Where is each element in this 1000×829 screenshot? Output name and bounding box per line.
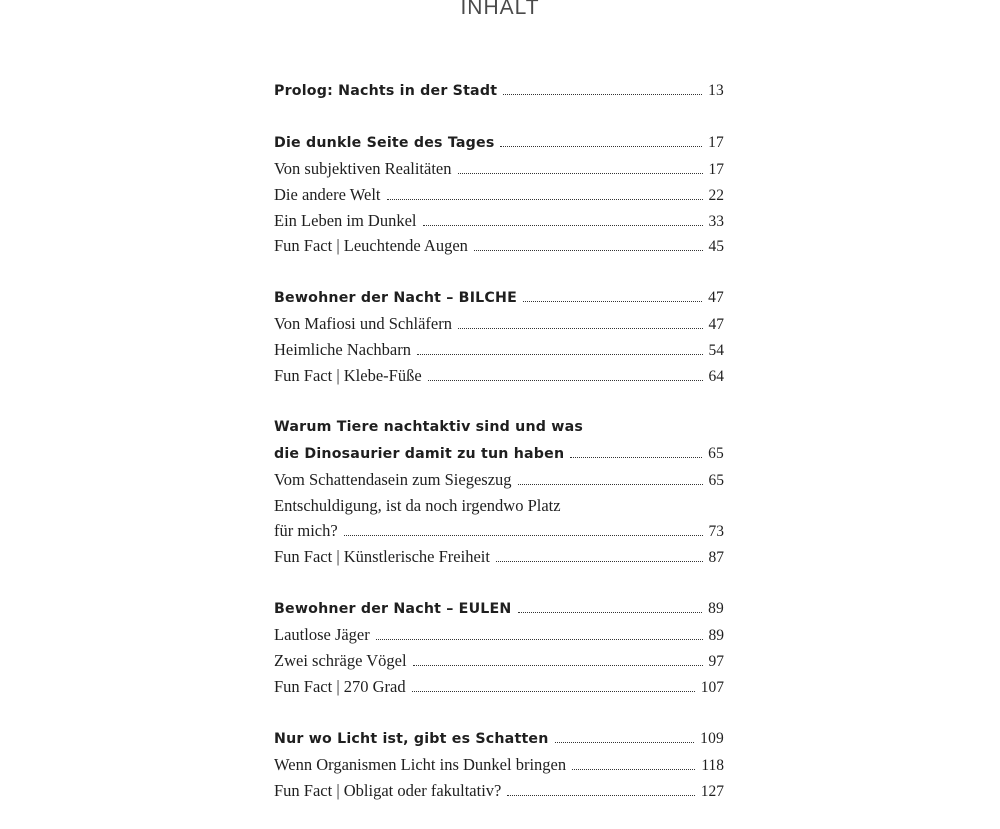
dot-leader xyxy=(518,484,703,485)
toc-entry-title: Heimliche Nachbarn xyxy=(274,340,411,360)
toc-entry-title: die Dinosaurier damit zu tun haben xyxy=(274,445,565,462)
page-number: 47 xyxy=(708,289,724,307)
page-title: INHALT xyxy=(460,0,540,19)
dot-leader xyxy=(503,94,702,95)
dot-leader xyxy=(428,380,703,381)
dot-leader xyxy=(474,250,703,251)
page-number: 22 xyxy=(708,186,724,204)
toc-entry-title: Die dunkle Seite des Tages xyxy=(274,134,495,151)
page-number: 87 xyxy=(708,549,724,567)
toc-entry-title: Nur wo Licht ist, gibt es Schatten xyxy=(274,730,549,747)
dot-leader xyxy=(555,742,695,743)
toc-subentry[interactable] xyxy=(274,674,724,700)
toc-chapter-entry[interactable] xyxy=(274,596,724,622)
dot-leader xyxy=(496,561,703,562)
page-number: 17 xyxy=(708,133,724,151)
page-number: 107 xyxy=(700,678,724,696)
toc-subentry[interactable] xyxy=(274,518,724,544)
dot-leader xyxy=(518,612,703,613)
toc-subentry[interactable] xyxy=(274,493,724,519)
toc-subentry[interactable] xyxy=(274,363,724,389)
toc-section xyxy=(274,130,724,259)
dot-leader xyxy=(523,301,702,302)
page-number: 65 xyxy=(708,444,724,462)
dot-leader xyxy=(500,146,702,147)
toc-entry-title: Wenn Organismen Licht ins Dunkel bringen xyxy=(274,754,567,774)
dot-leader xyxy=(412,691,695,692)
toc-subentry[interactable] xyxy=(274,648,724,674)
page-number: 47 xyxy=(708,316,724,334)
toc-subentry[interactable] xyxy=(274,622,724,648)
toc-section xyxy=(274,726,724,804)
toc-entry-title: Ein Leben im Dunkel xyxy=(274,210,417,230)
dot-leader xyxy=(572,769,695,770)
toc-subentry[interactable] xyxy=(274,182,724,208)
toc-entry-title: Die andere Welt xyxy=(274,184,381,204)
toc-entry-title: Fun Fact | Künstlerische Freiheit xyxy=(274,547,490,567)
toc-chapter-entry[interactable] xyxy=(274,285,724,311)
toc-entry-title: Vom Schattendasein zum Siegeszug xyxy=(274,469,512,489)
toc-entry-title: Von Mafiosi und Schläfern xyxy=(274,314,452,334)
page-number: 118 xyxy=(701,756,724,774)
toc-chapter-entry[interactable] xyxy=(274,130,724,156)
toc-subentry[interactable] xyxy=(274,233,724,259)
dot-leader xyxy=(387,199,703,200)
dot-leader xyxy=(458,173,703,174)
page-number: 97 xyxy=(708,653,724,671)
toc-subentry[interactable] xyxy=(274,156,724,182)
toc-entry-title: Bewohner der Nacht – EULEN xyxy=(274,601,512,618)
table-of-contents xyxy=(274,78,724,829)
dot-leader xyxy=(344,535,703,536)
toc-subentry[interactable] xyxy=(274,337,724,363)
page-number: 65 xyxy=(708,471,724,489)
toc-entry-title: Von subjektiven Realitäten xyxy=(274,158,452,178)
toc-subentry[interactable] xyxy=(274,467,724,493)
toc-chapter-entry[interactable] xyxy=(274,726,724,752)
toc-section xyxy=(274,285,724,389)
page-number: 13 xyxy=(708,82,724,99)
toc-subentry[interactable] xyxy=(274,544,724,570)
toc-entry-title: für mich? xyxy=(274,521,338,541)
toc-entry-title: Lautlose Jäger xyxy=(274,625,370,645)
page-number: 64 xyxy=(708,368,724,386)
toc-entry-title: Entschuldigung, ist da noch irgendwo Platz xyxy=(274,495,561,515)
dot-leader xyxy=(413,665,703,666)
toc-entry-title: Prolog: Nachts in der Stadt xyxy=(274,83,498,99)
page-number: 73 xyxy=(708,523,724,541)
page-number: 89 xyxy=(708,627,724,645)
dot-leader xyxy=(458,328,703,329)
toc-entry-title: Zwei schräge Vögel xyxy=(274,651,407,671)
dot-leader xyxy=(570,457,702,458)
toc-section xyxy=(274,415,724,570)
toc-chapter-entry[interactable] xyxy=(274,78,724,104)
toc-entry-title: Bewohner der Nacht – BILCHE xyxy=(274,290,517,307)
toc-entry-title: Fun Fact | Klebe-Füße xyxy=(274,366,422,386)
toc-subentry[interactable] xyxy=(274,752,724,778)
toc-entry-title: Warum Tiere nachtaktiv sind und was xyxy=(274,418,583,435)
page-number: 45 xyxy=(708,238,724,256)
dot-leader xyxy=(417,354,703,355)
page-number: 17 xyxy=(708,160,724,178)
toc-chapter-entry[interactable] xyxy=(274,441,724,467)
dot-leader xyxy=(423,225,703,226)
toc-entry-title: Fun Fact | Leuchtende Augen xyxy=(274,236,468,256)
toc-entry-title: Fun Fact | 270 Grad xyxy=(274,676,406,696)
toc-subentry[interactable] xyxy=(274,208,724,234)
dot-leader xyxy=(507,795,694,796)
page-number: 54 xyxy=(708,342,724,360)
toc-section xyxy=(274,596,724,700)
toc-chapter-entry[interactable] xyxy=(274,415,724,441)
toc-entry-title: Fun Fact | Obligat oder fakultativ? xyxy=(274,780,502,800)
page-number: 89 xyxy=(708,600,724,618)
dot-leader xyxy=(376,639,703,640)
toc-subentry[interactable] xyxy=(274,311,724,337)
page-number: 127 xyxy=(700,782,724,800)
page-number: 33 xyxy=(708,212,724,230)
page-number: 109 xyxy=(700,729,724,747)
toc-section xyxy=(274,78,724,104)
